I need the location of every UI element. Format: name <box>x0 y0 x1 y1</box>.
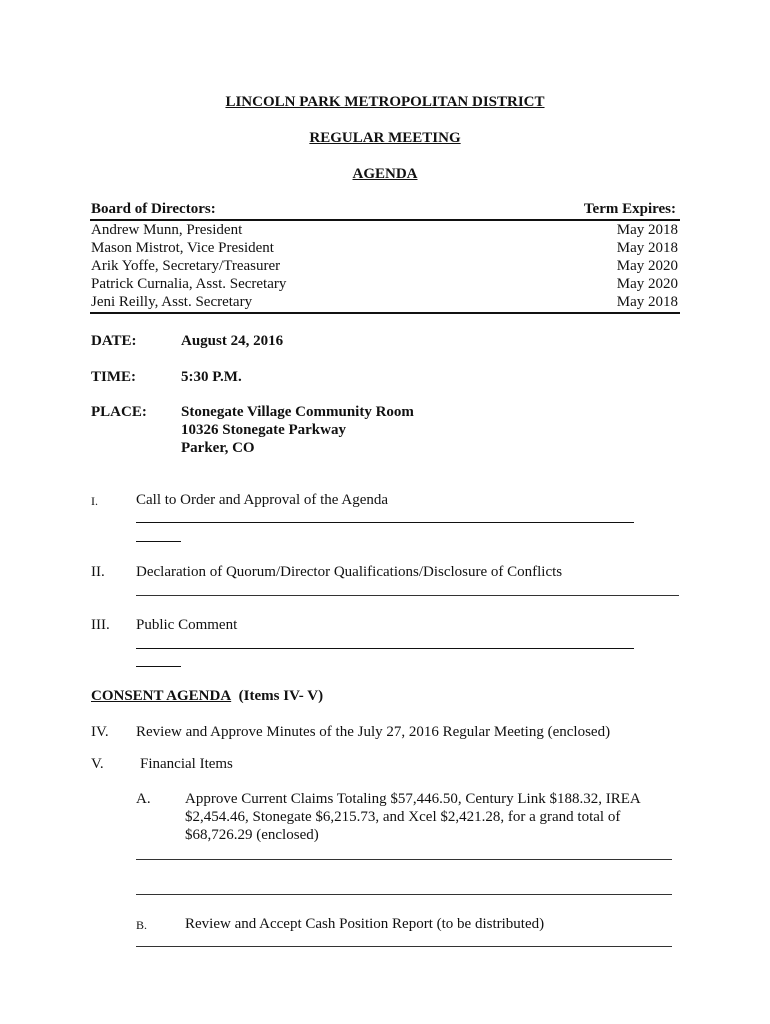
consent-heading: CONSENT AGENDA <box>91 688 232 704</box>
agenda-item-text: Call to Order and Approval of the Agenda <box>136 492 389 508</box>
notes-line <box>136 541 181 542</box>
sub-item-line: $68,726.29 (enclosed) <box>185 827 319 843</box>
board-member-name: Arik Yoffe, Secretary/Treasurer <box>91 258 281 274</box>
notes-line <box>136 648 634 649</box>
board-bottom-rule <box>90 312 680 314</box>
meeting-title: REGULAR MEETING <box>309 130 461 146</box>
place-line: Parker, CO <box>181 440 255 456</box>
date-label: DATE: <box>91 333 137 349</box>
notes-line <box>136 666 181 667</box>
district-title: LINCOLN PARK METROPOLITAN DISTRICT <box>225 94 545 110</box>
notes-line <box>136 946 672 947</box>
board-member-name: Andrew Munn, President <box>91 222 243 238</box>
board-member-term: May 2020 <box>616 276 678 292</box>
sub-item-letter: B. <box>136 918 148 932</box>
sub-item-line: Review and Accept Cash Position Report (to be distributed) <box>185 916 545 932</box>
term-heading: Term Expires: <box>583 201 676 217</box>
date-value: August 24, 2016 <box>181 333 284 349</box>
agenda-item-number: IV. <box>91 724 109 740</box>
consent-range: (Items IV- V) <box>238 688 324 704</box>
notes-line <box>136 859 672 860</box>
board-member-name: Jeni Reilly, Asst. Secretary <box>91 294 253 310</box>
time-label: TIME: <box>91 369 136 385</box>
board-member-name: Mason Mistrot, Vice President <box>91 240 274 256</box>
agenda-item-number: III. <box>91 617 110 633</box>
board-member-term: May 2020 <box>616 258 678 274</box>
agenda-item-text: Public Comment <box>136 617 238 633</box>
sub-item-line: Approve Current Claims Totaling $57,446.50, Century Link $188.32, IREA <box>185 791 641 807</box>
time-value: 5:30 P.M. <box>181 369 242 385</box>
notes-line <box>136 522 634 523</box>
consent-heading-row <box>91 688 323 705</box>
agenda-item-number: II. <box>91 564 105 580</box>
board-member-term: May 2018 <box>616 294 678 310</box>
notes-line <box>136 595 679 596</box>
agenda-item-number: V. <box>91 756 104 772</box>
place-label: PLACE: <box>91 404 147 420</box>
agenda-title: AGENDA <box>352 166 418 182</box>
agenda-item-text: Declaration of Quorum/Director Qualifications/Disclosure of Conflicts <box>136 564 563 580</box>
sub-item-letter: A. <box>136 791 151 807</box>
notes-line <box>136 894 672 895</box>
place-line: 10326 Stonegate Parkway <box>181 422 346 438</box>
board-member-term: May 2018 <box>616 222 678 238</box>
agenda-item-text: Review and Approve Minutes of the July 27, 2016 Regular Meeting (enclosed) <box>136 724 611 740</box>
agenda-item-number: I. <box>91 494 98 508</box>
board-top-rule <box>90 219 680 221</box>
board-member-name: Patrick Curnalia, Asst. Secretary <box>91 276 287 292</box>
board-heading: Board of Directors: <box>91 201 216 217</box>
board-member-term: May 2018 <box>616 240 678 256</box>
place-line: Stonegate Village Community Room <box>181 404 414 420</box>
agenda-item-text: Financial Items <box>140 756 233 772</box>
sub-item-line: $2,454.46, Stonegate $6,215.73, and Xcel $2,421.28, for a grand total of <box>185 809 621 825</box>
